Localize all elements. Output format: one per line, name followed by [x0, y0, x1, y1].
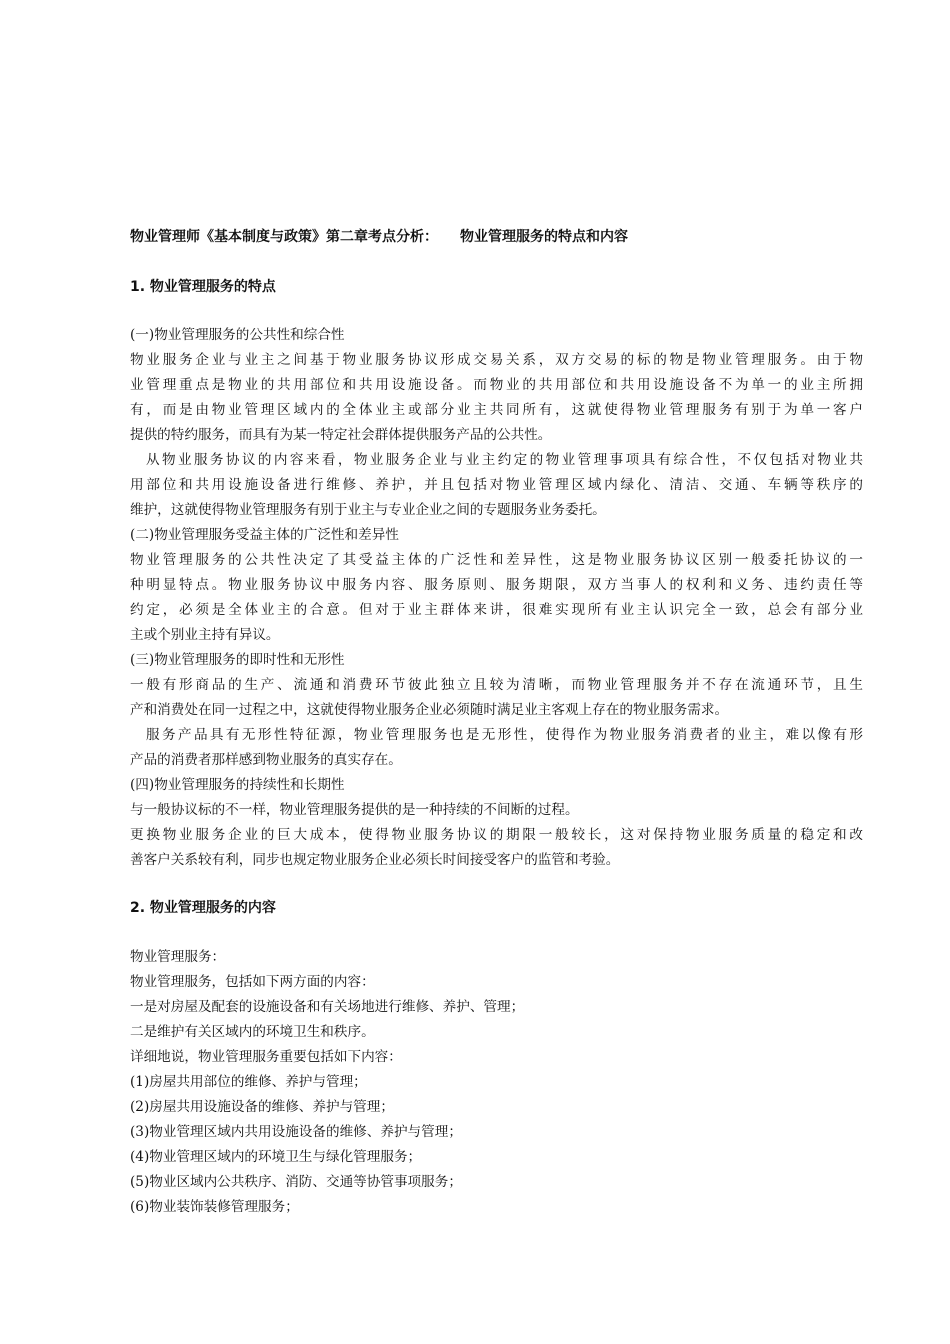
subheading-3: (三)物业管理服务的即时性和无形性	[130, 652, 345, 668]
paragraph-3-line: 主或个别业主持有异议。	[130, 627, 280, 643]
list-item: (6)物业装饰装修管理服务；	[130, 1199, 299, 1215]
content-line: 物业管理服务，包括如下两方面的内容：	[130, 974, 375, 990]
subheading-1: (一)物业管理服务的公共性和综合性	[130, 327, 345, 343]
section-2-heading: 2. 物业管理服务的内容	[130, 900, 276, 916]
content-line: 二是维护有关区域内的环境卫生和秩序。	[130, 1024, 375, 1040]
content-line: 物业管理服务：	[130, 949, 226, 965]
paragraph-1-line: 物业服务企业与业主之间基于物业服务协议形成交易关系，双方交易的标的物是物业管理服务。由于物	[130, 352, 863, 368]
paragraph-5-line: 产品的消费者那样感到物业服务的真实存在。	[130, 752, 402, 768]
paragraph-2-line: 维护，这就使得物业管理服务有别于业主与专业企业之间的专题服务业务委托。	[130, 502, 606, 518]
paragraph-3-line: 种明显特点。物业服务协议中服务内容、服务原则、服务期限，双方当事人的权利和义务、违约责任等	[130, 577, 863, 593]
paragraph-5-line: 服务产品具有无形性特征源，物业管理服务也是无形性，使得作为物业服务消费者的业主，难以像有形	[130, 727, 863, 743]
paragraph-2-line: 从物业服务协议的内容来看，物业服务企业与业主约定的物业管理事项具有综合性，不仅包括对物业共	[130, 452, 863, 468]
document-title	[130, 227, 863, 247]
paragraph-4-line: 一般有形商品的生产、流通和消费环节彼此独立且较为清晰，而物业管理服务并不存在流通环节，且生	[130, 677, 863, 693]
list-item: (5)物业区域内公共秩序、消防、交通等协管事项服务；	[130, 1174, 462, 1190]
list-item: (1)房屋共用部位的维修、养护与管理；	[130, 1074, 367, 1090]
list-item: (2)房屋共用设施设备的维修、养护与管理；	[130, 1099, 394, 1115]
title-left: 物业管理师《基本制度与政策》第二章考点分析：	[130, 229, 438, 245]
paragraph-4-line: 产和消费处在同一过程之中，这就使得物业服务企业必须随时满足业主客观上存在的物业服务需求。	[130, 702, 729, 718]
content-line: 详细地说，物业管理服务重要包括如下内容：	[130, 1049, 402, 1065]
section-2-body	[130, 945, 863, 1220]
paragraph-1-line: 有，而是由物业管理区域内的全体业主或部分业主共同所有，这就使得物业管理服务有别于为单一客户	[130, 402, 863, 418]
paragraph-3-line: 物业管理服务的公共性决定了其受益主体的广泛性和差异性，这是物业服务协议区别一般委托协议的一	[130, 552, 863, 568]
section-1-heading: 1. 物业管理服务的特点	[130, 279, 276, 295]
content-line: 一是对房屋及配套的设施设备和有关场地进行维修、养护、管理；	[130, 999, 525, 1015]
subheading-2: (二)物业管理服务受益主体的广泛性和差异性	[130, 527, 399, 543]
paragraph-3-line: 约定，必须是全体业主的合意。但对于业主群体来讲，很难实现所有业主认识完全一致，总会有部分业	[130, 602, 863, 618]
paragraph-7-line: 更换物业服务企业的巨大成本，使得物业服务协议的期限一般较长，这对保持物业服务质量的稳定和改	[130, 827, 863, 843]
title-right: 物业管理服务的特点和内容	[460, 229, 628, 245]
paragraph-7-line: 善客户关系较有利，同步也规定物业服务企业必须长时间接受客户的监管和考验。	[130, 852, 620, 868]
paragraph-1-line: 业管理重点是物业的共用部位和共用设施设备。而物业的共用部位和共用设施设备不为单一的业主所拥	[130, 377, 863, 393]
subheading-4: (四)物业管理服务的持续性和长期性	[130, 777, 345, 793]
paragraph-2-line: 用部位和共用设施设备进行维修、养护，并且包括对物业管理区域内绿化、清洁、交通、车辆等秩序的	[130, 477, 863, 493]
list-item: (4)物业管理区域内的环境卫生与绿化管理服务；	[130, 1149, 422, 1165]
paragraph-6: 与一般协议标的不一样，物业管理服务提供的是一种持续的不间断的过程。	[130, 802, 579, 818]
paragraph-1-line: 提供的特约服务，而具有为某一特定社会群体提供服务产品的公共性。	[130, 427, 552, 443]
list-item: (3)物业管理区域内共用设施设备的维修、养护与管理；	[130, 1124, 462, 1140]
section-1-body	[130, 323, 863, 873]
